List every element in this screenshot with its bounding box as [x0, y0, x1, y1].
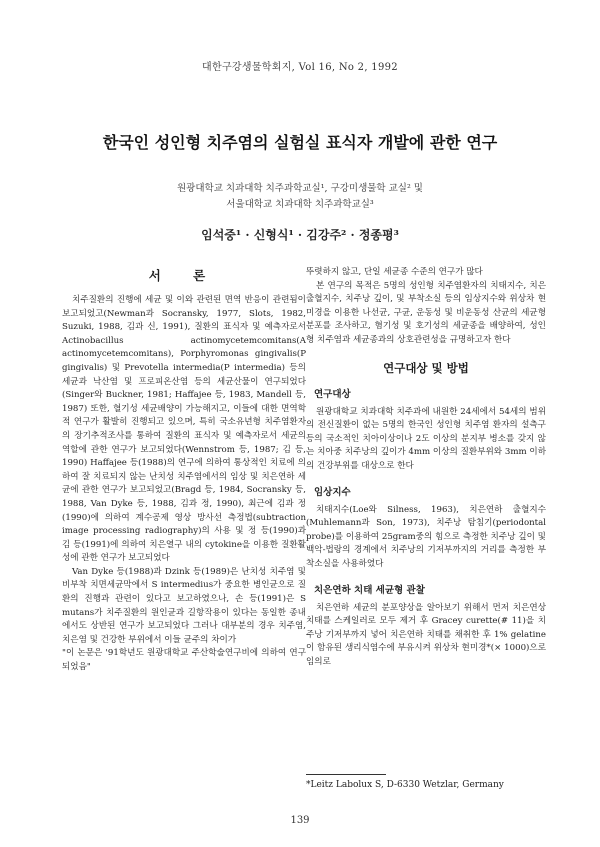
intro-paragraph: Van Dyke 등(1988)과 Dzink 등(1989)은 난치성 치주염 및 비부착 치면세균막에서 S intermedius가 중요한 병인균으로 질환의 진행과 관련이 있다고 보고하였으나, 손 등(1991)은 S mutans가 치주질환의 원인균과 길항작용이 있다는 동일한 종내에서도 상반된 연구가 보고되었다 그러나 대부분의 경우 치주염, 치은염 및 건강한 부위에서 이들 균주의 차이가	[62, 566, 306, 645]
intro-paragraph: 치주질환의 진행에 세균 및 이와 관련된 면역 반응이 관련됨이 보고되었고(Newman과 Socransky, 1977, Slots, 1982, Suzuki, 1988, 김과 신, 1991), 질환의 표식자 및 예측자로서 Actinobacillus actinomycetemcomitans(A actinomycetemcomitans), Porphyromonas gingivalis(P gingivalis) 및 Prevotella intermedia(P intermedia) 등의 세균과 낙산염 및 프로피온산염 등의 세균산물이 연구되었다(Singer와 Buckner, 1981; Haffajee 등, 1983, Mandell 등, 1987) 또한, 혈기성 세균배양이 가능해지고, 이들에 대한 면역학적 연구가 활발히 진행되고 있으며, 특히 국소유년형 치주염환자의 장기추적조사를 통하여 질환의 표식자 및 예측자로서 세균의 역할에 관한 연구가 보고되었다(Wennstrom 등, 1987; 김 등, 1990) Haffajee 등(1988)의 연구에 의하여 통상적인 치료에 의하여 잘 치료되지 않는 난치성 치주염에서의 임상 및 치은연하 세균에 관한 연구가 보고되었고(Bragd 등, 1984, Socransky 등, 1988, Van Dyke 등, 1988, 김과 정, 1990), 최근에 김과 정(1990)에 의하여 계수공제 영상 방사선 측정법(subtraction image processing radiography)의 사용 및 정 등(1990)과 김 등(1991)에 의하여 치은열구 내의 cytokine을 이용한 질환활성에 관한 연구가 보고되었다	[62, 295, 306, 564]
subjects-heading: 연구대상	[314, 388, 351, 400]
clinical-index-heading: 임상지수	[314, 486, 351, 498]
right-column	[306, 266, 546, 669]
methods-heading: 연구대상 및 방법	[383, 360, 469, 375]
sampling-heading: 치은연하 치태 세균형 관찰	[314, 584, 425, 596]
paper-title: 한국인 성인형 치주염의 실험실 표식자 개발에 관한 연구	[102, 133, 498, 152]
left-column	[62, 266, 306, 675]
subjects-text: 원광대학교 치과대학 치주과에 내원한 24세에서 54세의 범위의 전신질환이 없는 5명의 한국인 성인형 치주염 환자의 설측구 등의 국소적인 치아이상이나 2도 이상의 분지부 병소를 갖지 않는 치아중 치주낭의 깊이가 4mm 이상의 질환부위와 3mm 이하의 건강부위를 대상으로 한다	[306, 406, 546, 471]
clinical-index-text: 치태지수(Loe와 Silness, 1963), 치은연하 출혈지수(Muhlemann과 Son, 1973), 치주낭 탐침기(periodontal probe)를 이용하여 25gram중의 힘으로 측정한 치주낭 깊이 및 백악-법랑의 경계에서 치주낭의 기저부까지의 거리를 측정한 부착소실을 사용하였다	[306, 504, 546, 569]
intro-continued: 뚜렷하지 않고, 단일 세균종 수준의 연구가 많다	[306, 267, 483, 277]
intro-heading: 서 론	[148, 268, 220, 283]
sampling-text: 치은연하 세균의 분포양상을 알아보기 위해서 먼저 치은연상 치태를 스케일러로 모두 제거 후 Gracey curette(# 11)을 치주낭 기저부까지 넣어 치은연하 치태를 채취한 후 1% gelatine이 함유된 생리식염수에 부유시켜 위상차 현미경*(× 1000)으로 임의로	[306, 602, 546, 667]
page-number: 139	[290, 815, 310, 826]
footnote: *Leitz Labolux S, D-6330 Wetzlar, Germany	[306, 780, 504, 790]
affiliation-line-2: 서울대학교 치과대학 치주과학교실³	[226, 199, 374, 210]
author-list: 임석중¹ · 신형식¹ · 김강주² · 정종평³	[201, 228, 399, 242]
funding-note: "이 논문은 '91학년도 원광대학교 주산학술연구비에 의하여 연구되었음"	[62, 648, 306, 673]
journal-header: 대한구강생물학회지, Vol 16, No 2, 1992	[202, 62, 398, 73]
footnote-divider	[306, 774, 386, 775]
affiliation-line-1: 원광대학교 치과대학 치주과학교실¹, 구강미생물학 교실² 및	[177, 183, 423, 194]
intro-aim-paragraph: 본 연구의 목적은 5명의 성인형 치주염환자의 치태지수, 치은출혈지수, 치주낭 깊이, 및 부착소실 등의 임상지수와 위상차 현미경을 이용한 나선균, 구균, 운동성 및 비운동성 산균의 세균형 분포를 조사하고, 혐기성 및 호기성의 세균종을 배양하여, 성인형 치주염과 세균종과의 상호관련성을 규명하고자 한다	[306, 280, 546, 345]
